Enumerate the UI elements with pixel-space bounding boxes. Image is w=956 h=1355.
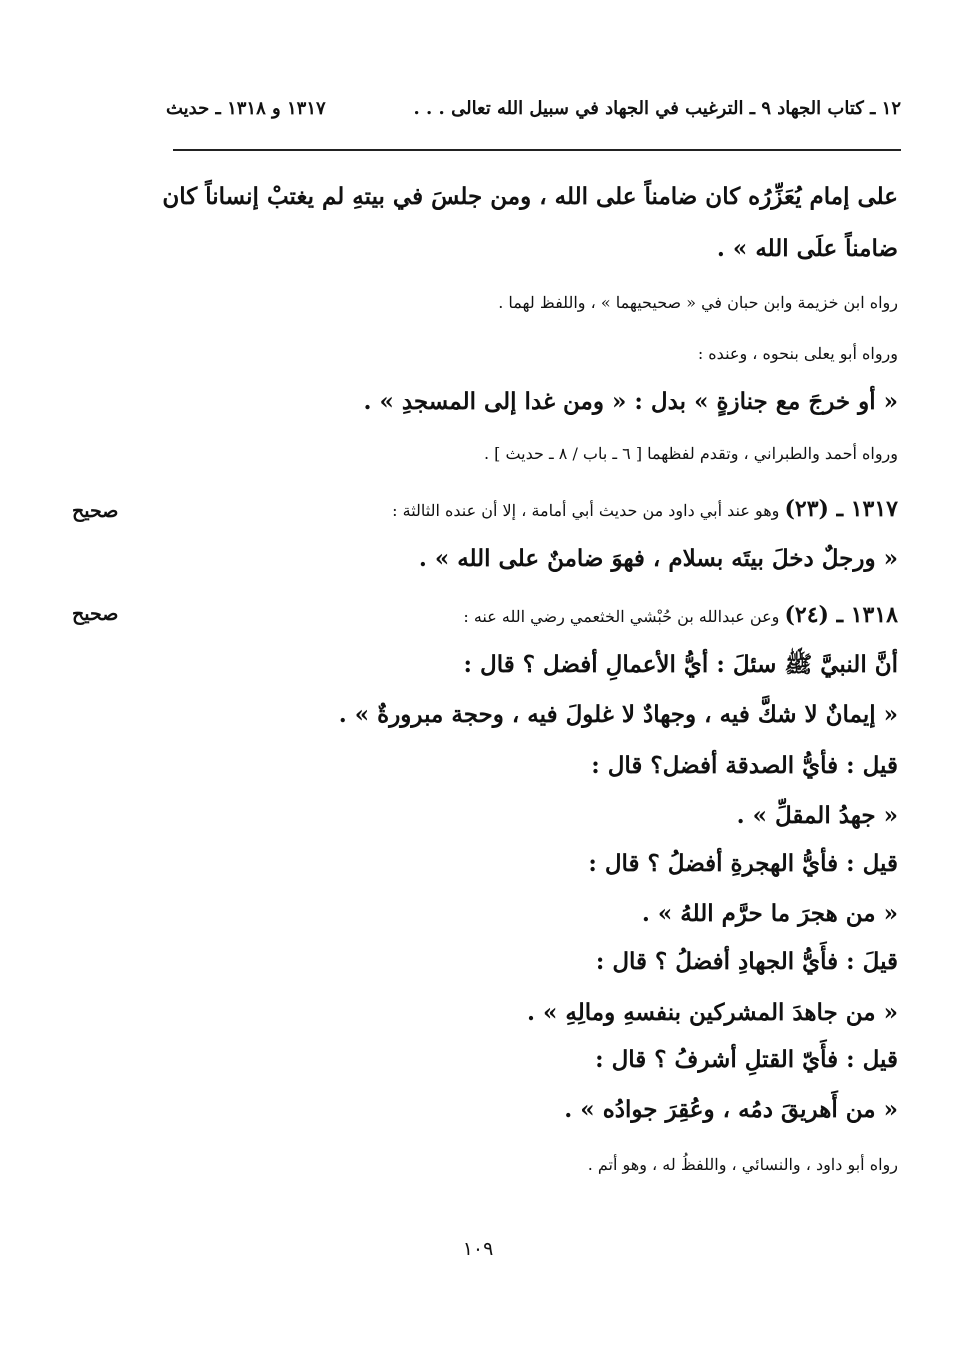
text-line-4: أنَّ النبيَّ ﷺ سئلَ : أيُّ الأعمالِ أفضل ؟ قال : [463,651,898,678]
text-line-7: « جهدُ المقلِّ » . [736,802,898,829]
hadith-number: ١٣١٧ ـ (٢٣) [784,496,898,522]
grade-label: صحيح [72,500,119,522]
hadith-intro: وهو عند أبي داود من حديث أبي أمامة ، إلا أن عنده الثالثة : [392,501,780,520]
hadith-number: ١٣١٨ ـ (٢٤) [784,602,898,628]
text-line-1: على إمام يُعَزِّرُه كان ضامناً على الله ، ومن جلسَ في بيتهِ لم يغتبْ إنساناً كان [162,183,898,210]
hadith-1317-header [392,496,898,522]
header-rule [173,149,901,151]
text-line-10: قيلَ : فأَيُّ الجهادِ أفضلُ ؟ قال : [595,948,898,975]
header-title: ١٢ ـ كتاب الجهاد ٩ ـ الترغيب في الجهاد في سبيل الله تعالى . . . [413,98,901,119]
page-number: ١٠٩ [462,1238,494,1260]
text-line-12: قيل : فأَيّ القتلِ أشرفُ ؟ قال : [595,1046,898,1073]
text-line-8: قيل : فأيُّ الهجرةِ أفضلُ ؟ قال : [588,850,898,877]
grade-label: صحيح [72,603,119,625]
text-line-6: قيل : فأيُّ الصدقة أفضل؟ قال : [591,752,898,779]
hadith-1318-header [463,602,898,628]
text-line-13: « من أَهريقَ دمُه ، وعُقِرَ جوادُه » . [564,1096,898,1123]
text-line-5: « إيمانٌ لا شكَّ فيه ، وجهادٌ لا غلولَ فيه ، وحجة مبرورةٌ » . [338,701,898,728]
text-line-11: « من جاهدَ المشركين بنفسهِ ومالِهِ » . [527,999,898,1026]
source-note-4: رواه أبو داود ، والنسائي ، واللفظُ له ، وهو أتم . [587,1155,898,1174]
text-line-3: « ورجلٌ دخلَ بيتَه بسلام ، فهوَ ضامنٌ على الله » . [418,545,898,572]
variant-line: « أو خرجَ مع جنازةٍ » بدل : « ومن غدا إلى المسجدِ » . [363,388,898,415]
source-note-2: ورواه أبو يعلى بنحوه ، وعنده : [697,344,898,363]
header-hadith-range: ١٣١٧ و ١٣١٨ ـ حديث [166,98,326,119]
hadith-intro: وعن عبدالله بن حُبْشي الخثعمي رضي الله عنه : [463,607,780,626]
text-line-2: ضامناً علَى الله » . [716,235,898,262]
text-line-9: « من هجرَ ما حرَّم اللهُ » . [641,900,898,927]
running-header [166,98,901,132]
source-note-1: رواه ابن خزيمة وابن حبان في « صحيحيهما » ، واللفظ لهما . [498,293,898,312]
source-note-3: ورواه أحمد والطبراني ، وتقدم لفظهما [ ٦ ـ باب / ٨ ـ حديث ] . [483,444,898,463]
